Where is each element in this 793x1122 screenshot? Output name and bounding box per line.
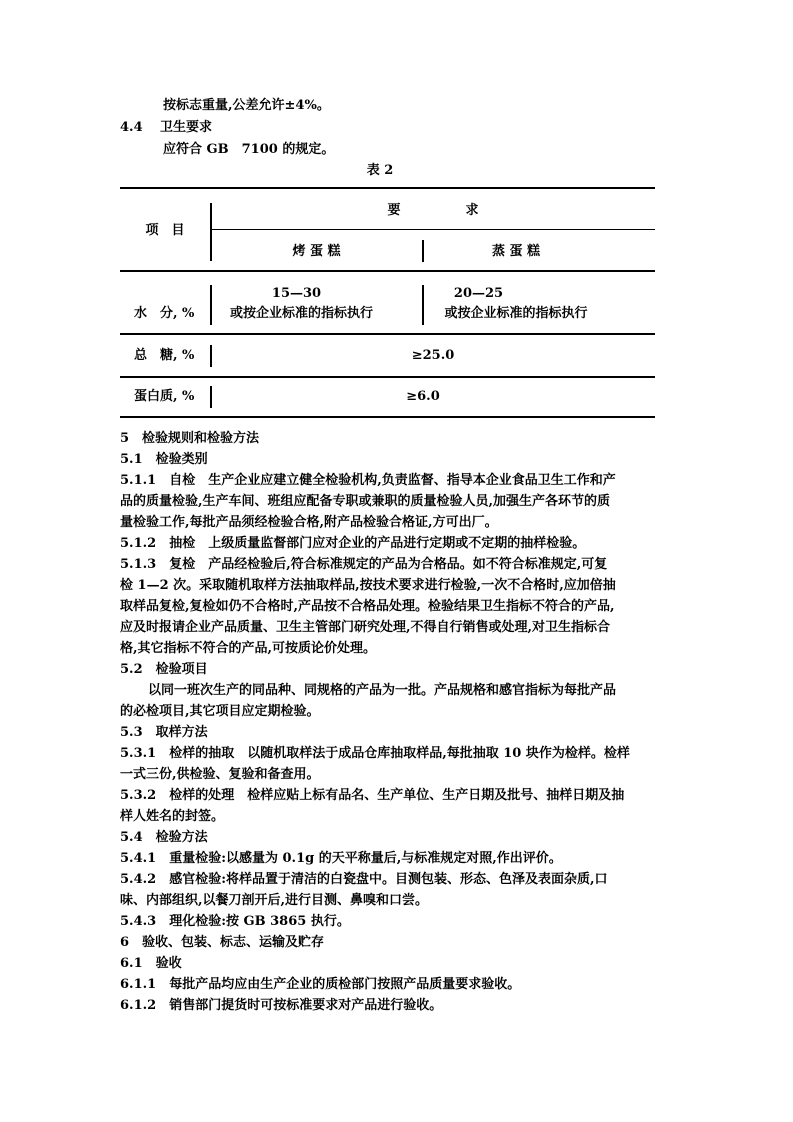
- section-5-1-heading: 5.1 检验类别: [120, 452, 208, 467]
- moisture-baked-range: 15—30: [271, 286, 322, 301]
- section-4-4-heading: [120, 119, 212, 137]
- moisture-baked-note: 或按企业标准的指标执行: [229, 306, 373, 321]
- section-5-3-2-line2: 样人姓名的封签。: [120, 809, 225, 824]
- section-5-3-heading: 5.3 取样方法: [120, 725, 208, 740]
- header-col-steamed: 蒸 蛋 糕: [491, 244, 541, 259]
- tolerance-line: 按标志重量,公差允许±4%。: [163, 98, 330, 113]
- section-5-1-3-line2: 检 1—2 次。采取随机取样方法抽取样品,按技术要求进行检验,一次不合格时,应加倍抽: [120, 578, 616, 593]
- section-5-1-1-line2: 品的质量检验,生产车间、班组应配备专职或兼职的质量检验人员,加强生产各环节的质: [120, 494, 611, 509]
- table-header-rule: [120, 270, 655, 272]
- row-label-moisture: 水 分, %: [134, 306, 195, 321]
- table-row-rule-1: [120, 333, 655, 335]
- table-caption: 表 2: [366, 163, 394, 178]
- row-label-protein: 蛋白质, %: [134, 389, 195, 404]
- row-label-total-sugar: 总 糖, %: [134, 348, 195, 363]
- section-5-2-line1: 以同一班次生产的同品种、同规格的产品为一批。产品规格和感官指标为每批产品: [148, 683, 617, 698]
- header-item: 项 目: [145, 223, 185, 238]
- section-5-1-2: 5.1.2 抽检 上级质量监督部门应对企业的产品进行定期或不定期的抽样检验。: [120, 536, 586, 551]
- header-requirements: 要 求: [387, 203, 479, 218]
- section-5-1-3-line4: 应及时报请企业产品质量、卫生主管部门研究处理,不得自行销售或处理,对卫生指标合: [120, 620, 611, 635]
- section-5-4-2-line2: 味、内部组织,以餐刀剖开后,进行目测、鼻嗅和口尝。: [120, 893, 429, 908]
- section-5-3-1-line2: 一式三份,供检验、复验和备查用。: [120, 767, 320, 782]
- section-5-4-2-line1: 5.4.2 感官检验:将样品置于清洁的白瓷盘中。目测包装、形态、色泽及表面杂质,口: [120, 872, 608, 887]
- section-6-1-2: 6.1.2 销售部门提货时可按标准要求对产品进行验收。: [120, 998, 443, 1013]
- section-title: 卫生要求: [160, 120, 213, 135]
- section-5-3-1-line1: 5.3.1 检样的抽取 以随机取样法于成品仓库抽取样品,每批抽取 10 块作为检样。检样: [120, 746, 630, 761]
- section-5-4-1: 5.4.1 重量检验:以感量为 0.1g 的天平称量后,与标准规定对照,作出评价。: [120, 851, 562, 866]
- table-bottom-rule: [120, 416, 655, 418]
- section-5-3-2-line1: 5.3.2 检样的处理 检样应贴上标有品名、生产单位、生产日期及批号、抽样日期及抽: [120, 788, 625, 803]
- section-6-1-heading: 6.1 验收: [120, 956, 182, 971]
- section-5-2-heading: 5.2 检验项目: [120, 662, 208, 677]
- total-sugar-value: ≥25.0: [411, 348, 455, 363]
- section-5-2-line2: 的必检项目,其它项目应定期检验。: [120, 704, 320, 719]
- table-row-rule-2: [120, 376, 655, 378]
- section-5-1-3-line5: 格,其它指标不符合的产品,可按质论价处理。: [120, 641, 377, 656]
- header-col-baked: 烤 蛋 糕: [292, 244, 341, 259]
- section-5-1-1-line3: 量检验工作,每批产品须经检验合格,附产品检验合格证,方可出厂。: [120, 515, 498, 530]
- moisture-steamed-range: 20—25: [453, 286, 504, 301]
- section-5-4-3: 5.4.3 理化检验:按 GB 3865 执行。: [120, 914, 350, 929]
- table-header-mid-rule: [211, 229, 655, 230]
- protein-value: ≥6.0: [406, 389, 440, 404]
- section-5-1-3-line1: 5.1.3 复检 产品经检验后,符合标准规定的产品为合格品。如不符合标准规定,可复: [120, 557, 608, 572]
- section-5-4-heading: 5.4 检验方法: [120, 830, 208, 845]
- section-4-4-body: 应符合 GB 7100 的规定。: [163, 142, 335, 157]
- moisture-steamed-note: 或按企业标准的指标执行: [444, 306, 588, 321]
- section-6-heading: 6 验收、包装、标志、运输及贮存: [120, 935, 325, 950]
- section-5-1-1-line1: 5.1.1 自检 生产企业应建立健全检验机构,负责监督、指导本企业食品卫生工作和产: [120, 473, 616, 488]
- section-5-heading: 5 检验规则和检验方法: [120, 431, 260, 446]
- table-top-rule: [120, 187, 655, 189]
- section-5-1-3-line3: 取样品复检,复检如仍不合格时,产品按不合格品处理。检验结果卫生指标不符合的产品,: [120, 599, 615, 614]
- section-6-1-1: 6.1.1 每批产品均应由生产企业的质检部门按照产品质量要求验收。: [120, 977, 521, 992]
- section-number: 4.4: [120, 120, 143, 135]
